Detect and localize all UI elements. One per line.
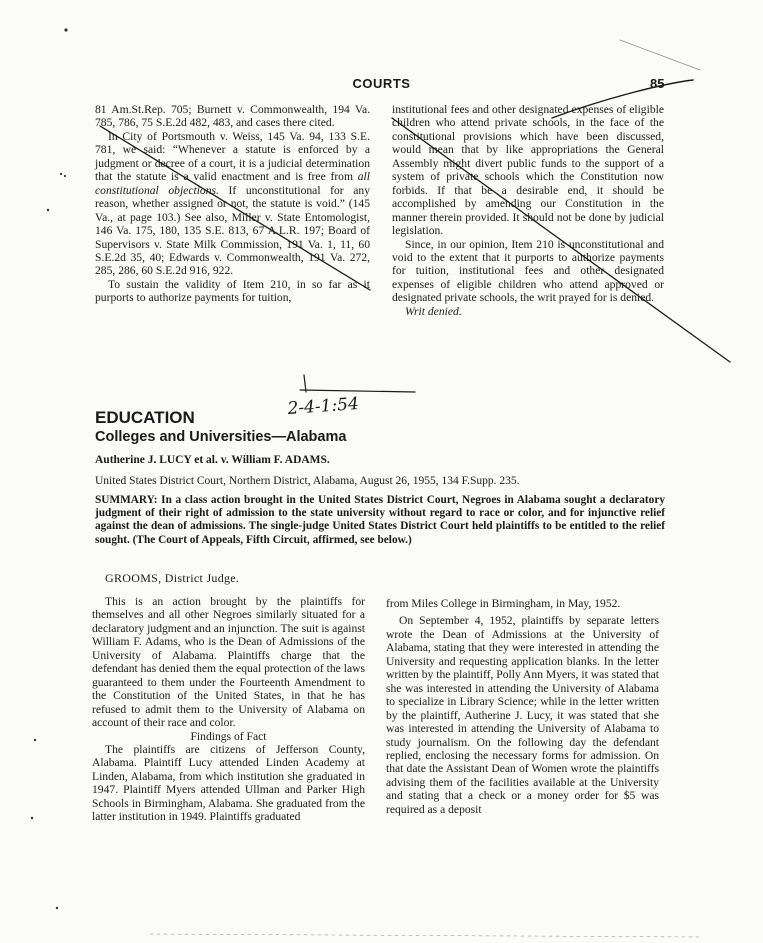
pen-stroke <box>300 390 415 392</box>
faint-line <box>620 40 700 70</box>
italic-text: all constitutional objections. <box>95 170 370 197</box>
findings-heading: Findings of Fact <box>190 729 267 743</box>
paragraph: To sustain the validity of Item 210, in so far as it purports to authorize payments for tuition, <box>95 277 370 305</box>
paragraph: On September 4, 1952, plaintiffs by separate letters wrote the Dean of Admissions at the University of Alabama, stating that they were interested in attending the University and requesting application blanks. In the letter written by the plaintiff, Polly Ann Myers, it was stated that she was interested in attending the University of Alabama to specialize in Library Science; while in the letter written by the plaintiff, Autherine J. Lucy, it was stated that she was interested in attending the University of Alabama to study journalism. On the following day the defendant replied, enclosing the necessary forms for admission. On that date the Assistant Dean of Women wrote the plaintiffs advising them of the facilities available at the University and stating that a check or a money order for $5 was required as a deposit <box>386 614 659 816</box>
pen-stroke <box>304 375 306 392</box>
scan-speck <box>64 28 67 31</box>
paragraph: This is an action brought by the plaintiffs for themselves and all other Negroes similarly situated for a declaratory judgment and an injunction. The suit is against William F. Adams, who is the Dean of Admissions of the University of Alabama. Plaintiffs charge that the defendant has denied them the equal protection of the laws guaranteed to them under the Fourteenth Amendment to the Constitution of the United States, in that he has refused to admit them to the University of Alabama on account of their race and color. <box>92 595 365 730</box>
bottom-right-column <box>386 597 659 816</box>
writ-denied: Writ denied. <box>405 304 462 318</box>
paragraph: The plaintiffs are citizens of Jefferson County, Alabama. Plaintiff Lucy attended Linden Academy at Linden, Alabama, from which institution she graduated in 1947. Plaintiff Myers attended Ullman and Parker High Schools in Birmingham, Alabama. She graduated from the latter institution in 1949. Plaintiffs graduated <box>92 742 365 824</box>
summary <box>95 494 665 547</box>
text-run: In City of Portsmouth v. Weiss, 145 Va. 94, 133 S.E. 781, we said: “Whenever a statute is enforced by a judgment or decree of a court, it is a judicial determination that the statute is a valid enactment and is free from <box>95 129 370 184</box>
paragraph: Since, in our opinion, Item 210 is unconstitutional and void to the extent that it purports to authorize payments for tuition, institutional fees and other designated expenses of eligible children who attend approved or designated private schools, the writ prayed for is denied. <box>392 237 664 305</box>
summary-label: SUMMARY: <box>95 494 158 506</box>
case-name: Autherine J. LUCY et al. v. William F. ADAMS. <box>95 454 330 466</box>
page-number: 85 <box>650 76 665 91</box>
section-title: EDUCATION <box>95 408 195 427</box>
scan-speck <box>31 817 33 819</box>
scan-speck <box>60 173 62 175</box>
paragraph <box>95 130 370 278</box>
text-run: If unconstitutional for any reason, whether assigned or not, the statute is void.” (145 Va., at page 103.) See also, Miller v. State Entomologist, 146 Va. 175, 180, 135 S.E. 813, 67 A.L.R. 197; Board of Supervisors v. State Milk Commission, 191 Va. 1, 11, 60 S.E.2d 35, 40; Edwards v. Commonwealth, 191 Va. 272, 285, 286, 60 S.E.2d 916, 922. <box>95 183 370 278</box>
summary-text: In a class action brought in the United States District Court, Negroes in Alabama sought a declaratory judgment of their right of admission to the state university without regard to race or color, and for injunctive relief against the dean of admissions. The single-judge United States District Court held plaintiffs to be entitled to the relief sought. (The Court of Appeals, Fifth Circuit, affirmed, see below.) <box>95 494 665 546</box>
section-subtitle: Colleges and Universities—Alabama <box>95 429 347 445</box>
running-header: COURTS <box>352 76 411 91</box>
court-line: United States District Court, Northern District, Alabama, August 26, 1955, 134 F.Supp. 235. <box>95 475 520 487</box>
paragraph: institutional fees and other designated expenses of eligible children who attend private schools, in the face of the constitutional provisions which have been discussed, would mean that by like appropriations the General Assembly might divert public funds to the support of a system of private schools which the Constitution now forbids. If that be a desirable end, it should be accomplished by amending our Constitution in the manner therein provided. It should not be done by judicial legislation. <box>392 103 664 238</box>
paragraph: 81 Am.St.Rep. 705; Burnett v. Commonwealth, 194 Va. 785, 786, 75 S.E.2d 482, 483, and cases there cited. <box>95 103 370 130</box>
top-left-column <box>95 103 370 305</box>
top-right-column <box>392 103 664 318</box>
handwritten-note: 2-4-1:54 <box>286 394 360 419</box>
paragraph: from Miles College in Birmingham, in May, 1952. <box>386 597 621 610</box>
bottom-rule <box>150 934 700 937</box>
scan-speck <box>34 739 36 741</box>
scan-speck <box>56 907 58 909</box>
bottom-left-column <box>92 595 365 824</box>
scan-speck <box>64 175 66 177</box>
scan-speck <box>47 209 49 211</box>
judge-name: GROOMS, District Judge. <box>105 571 240 585</box>
